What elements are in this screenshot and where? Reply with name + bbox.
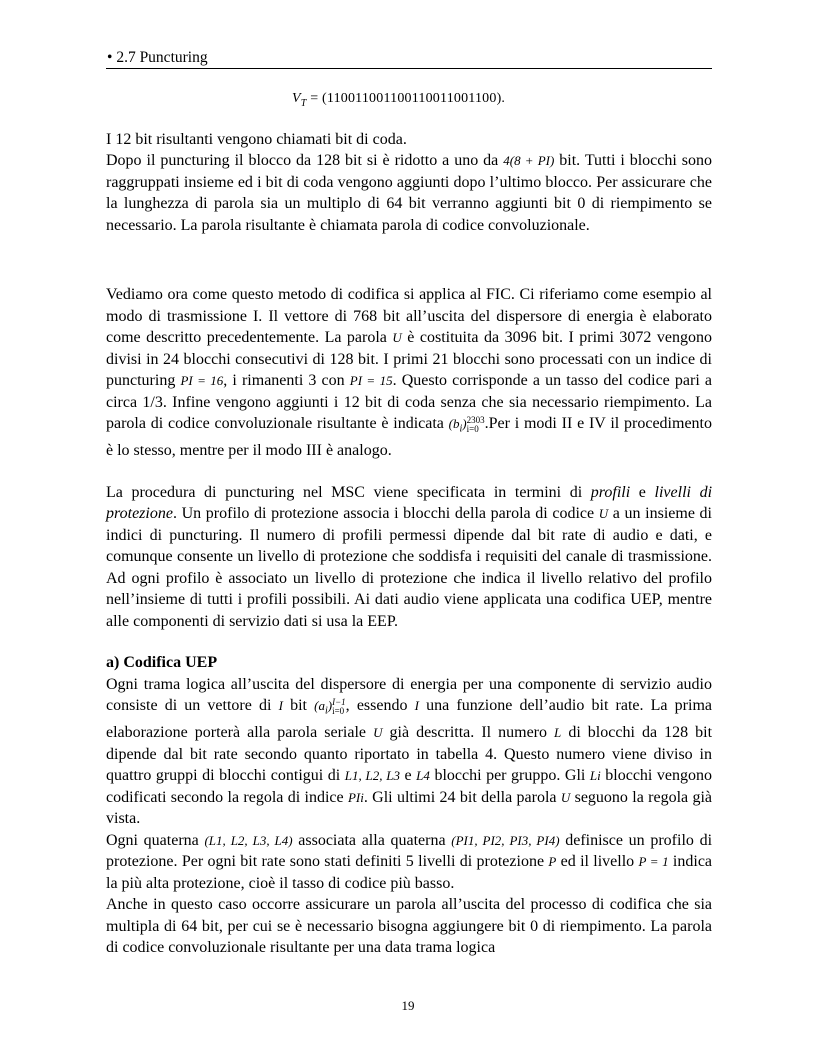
header-rule — [106, 68, 712, 69]
math-a-vector: $(a_i)$ I−1 i=0 — [314, 697, 346, 717]
equation-vt: $V_T = (110011001100110011001100)$. — [292, 91, 506, 109]
paragraph-fic: Vediamo ora come questo metodo di codifica si applica al FIC. Ci riferiamo come esempio al modo di trasmissione I. Il vettore di 768 bit all’uscita del dispersore di energia è elaborato come descritto precedentemente. La parola U è costituita da 3096 bit. I primi 3072 vengono divisi in 24 blocchi consecutivi di 128 bit. I primi 21 blocchi sono processati con un indice di puncturing PI = 16, i rimanenti 3 con PI = 15. Questo corrisponde a un tasso del codice pari a circa 1/3. Infine vengono aggiunti i 12 bit di coda senza che sia necessario riempimento. La parola di codice convoluzionale risultante è indicata $(b_i)$ 2303 i=0 .Per i modi II e IV il procedimento è lo stesso, mentre per il modo III è analogo. — [106, 286, 713, 460]
header-bullet: • — [107, 49, 113, 66]
header-section-title: 2.7 Puncturing — [116, 49, 208, 66]
section-heading-uep: a) Codifica UEP — [106, 654, 218, 672]
math-pi15: PI = 15 — [349, 373, 393, 389]
math-b-vector: $(b_i)$ 2303 i=0 — [448, 415, 485, 435]
page-content — [106, 48, 712, 959]
math-block-length: 4(8 + PI) — [503, 153, 555, 169]
page-number: 19 — [401, 998, 415, 1013]
paragraph-msc: La procedura di puncturing nel MSC viene specificata in termini di profili e livelli di protezione. Un profilo di protezione associa i blocchi della parola di codice U a un insieme di indici di puncturing. Il numero di profili permessi dipende dal bit rate di audio e dati, e comunque consente un livello di protezione che soddisfa i requisiti del canale di trasmissione. Ad ogni profilo è associato un livello di protezione che indica il livello relativo del profilo nell’insieme di tutti i profili possibili. Ai dati audio viene applicata una codifica UEP, mentre alle componenti di servizio dati si usa la EEP. — [106, 483, 713, 630]
math-pi16: PI = 16 — [180, 373, 224, 389]
paragraph-tail-bits: I 12 bit risultanti vengono chiamati bit di coda. Dopo il puncturing il blocco da 128 bit si è ridotto a uno da 4(8 + PI) bit. Tutti i blocchi sono raggruppati insieme ed i bit di coda vengono aggiunti dopo l’ultimo blocco. Per assicurare che la lunghezza di parola sia un multiplo di 64 bit verranno aggiunti bit 0 di riempimento se necessario. La parola risultante è chiamata parola di codice convoluzionale. — [106, 130, 713, 234]
running-header — [106, 48, 712, 68]
paragraph-uep-1: Ogni trama logica all’uscita del dispersore di energia per una componente di servizio audio consiste di un vettore di I bit $(a_i)$ I−1 i=0 , essendo I una funzione dell’audio bit rate. La prima elaborazione porterà alla parola seriale U già descritta. Il numero L di blocchi da 128 bit dipende dal bit rate secondo quanto riportato in tabella 4. Questo numero viene diviso in quattro gruppi di blocchi contigui di L1, L2, L3 e L4 blocchi per gruppo. Gli Li blocchi vengono codificati secondo la regola di indice PIi. Gli ultimi 24 bit della parola U seguono la regola già vista. Ogni quaterna (L1, L2, L3, L4) associata alla quaterna (PI1, PI2, PI3, PI4) definisce un profilo di protezione. Per ogni bit rate sono stati definiti 5 livelli di protezione P ed il livello P = 1 indica la più alta protezione, cioè il tasso di codice più basso. Anche in questo caso occorre assicurare un parola all’uscita del processo di codifica che sia multipla di 64 bit, per cui se è necessario bisogna aggiungere bit 0 di riempimento. La parola di codice convoluzionale risultante per una data trama logica — [106, 675, 713, 957]
